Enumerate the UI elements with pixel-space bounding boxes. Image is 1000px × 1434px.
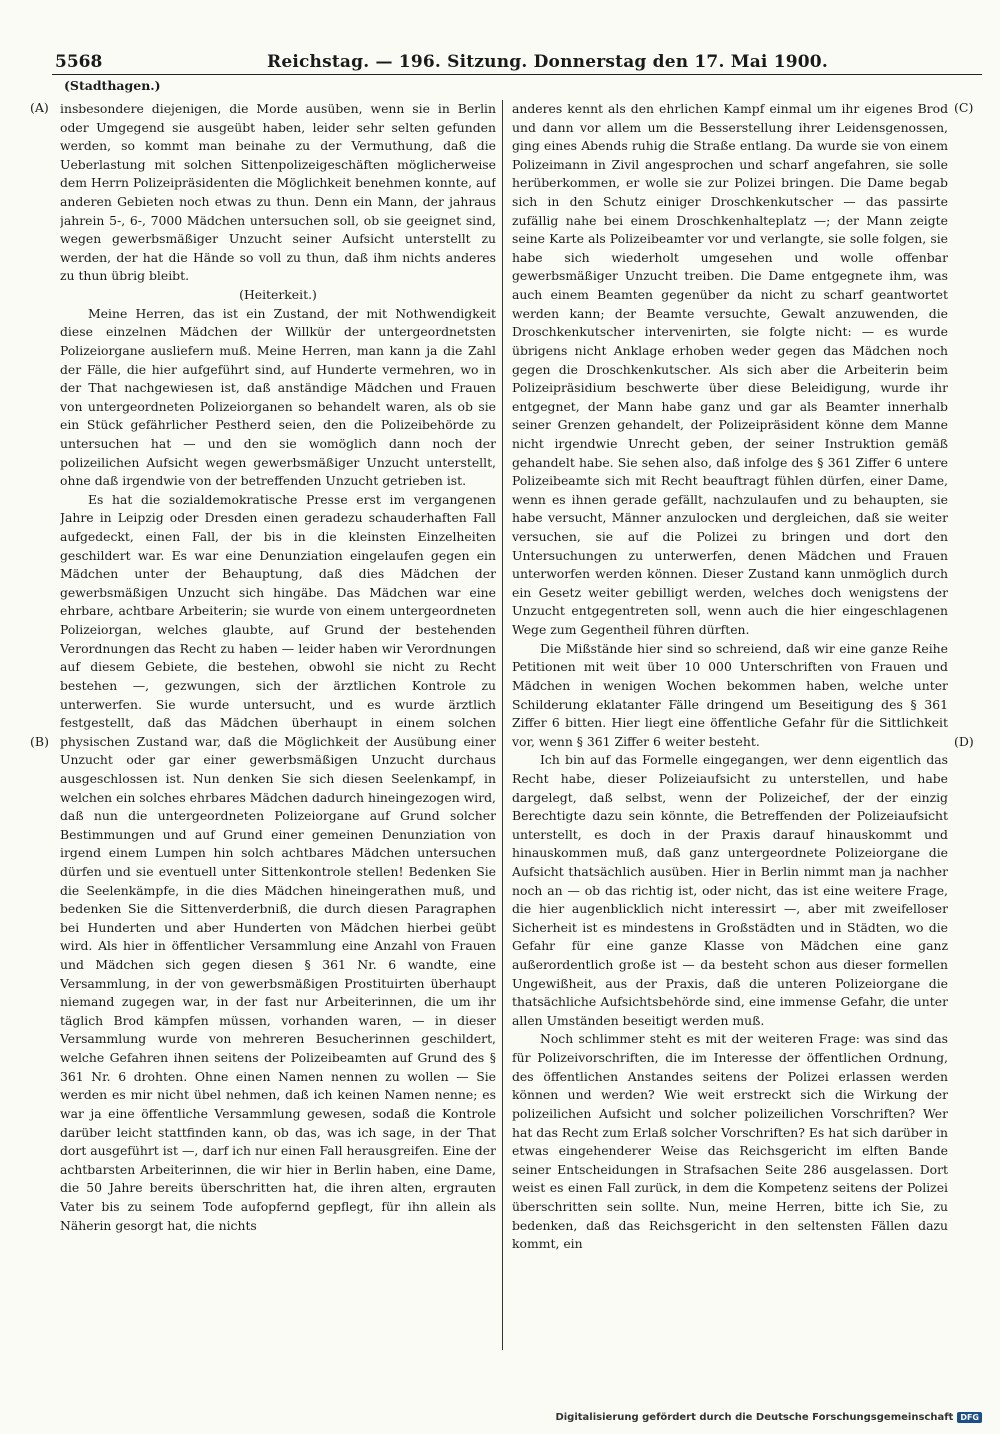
left-column <box>60 100 496 1352</box>
margin-label-d: (D) <box>954 734 974 749</box>
paragraph: Noch schlimmer steht es mit der weiteren Frage: was sind das für Polizeivorschriften, die im Interesse der öffentlichen Ordnung, des öffentlichen Anstandes seitens der Polizei erlassen werden können und werden? Wie weit erstreckt sich die Wirkung der polizeilichen Aufsicht und solcher polizeilichen Vorschriften? Wer hat das Recht zum Erlaß solcher Vorschriften? Es hat sich darüber in etwas eingehenderer Weise das Reichsgericht im elften Bande seiner Entscheidungen in Strafsachen Seite 286 ausgelassen. Dort weist es einen Fall zurück, in dem die Kompetenz seitens der Polizei überschritten sein sollte. Nun, meine Herren, bitte ich Sie, zu bedenken, daß das Reichsgericht in den seltensten Fällen dazu kommt, ein <box>512 1031 948 1252</box>
margin-label-b: (B) <box>30 734 49 749</box>
paragraph: Die Mißstände hier sind so schreiend, daß wir eine ganze Reihe Petitionen mit weit über 10 000 Unterschriften von Frauen und Mädchen in wenigen Wochen bekommen haben, welche unter Schilderung eklatanter Fälle dringend um Beseitigung des § 361 Ziffer 6 bitten. Hier liegt eine öffentliche Gefahr für die Sittlichkeit vor, wenn § 361 Ziffer 6 weiter besteht. <box>512 640 948 749</box>
footer-credit <box>555 1412 982 1423</box>
column-divider <box>502 100 503 1350</box>
margin-label-a: (A) <box>30 100 49 115</box>
dfg-logo: DFG <box>957 1412 982 1423</box>
page-number: 5568 <box>55 52 103 72</box>
paragraph: anderes kennt als den ehrlichen Kampf einmal um ihr eigenes Brod und dann vor allem um die Besserstellung ihrer Leidensgenossen, ging eines Abends ruhig die Straße entlang. Da wurde sie von einem Polizeimann in Zivil angesprochen und scharf angefahren, sie solle herüberkommen, er wolle sie zur Polizei bringen. Die Dame begab sich in den Schutz einiger Droschkenkutscher — das passirte zufällig nahe bei einem Droschkenhalteplatz —; der Mann zeigte seine Karte als Polizeibeamter vor und verlangte, sie solle folgen, sie habe sich wiederholt umgesehen und wolle offenbar gewerbsmäßiger Unzucht treiben. Die Dame entgegnete ihm, was auch einem Beamten gegenüber da nicht zu scharf geantwortet werden kann; der Beamte versuchte, Gewalt anzuwenden, die Droschkenkutscher intervenirten, sie folgte nicht: — es wurde übrigens nicht Anklage erhoben weder gegen das Mädchen noch gegen die Droschkenkutscher. Als sich aber die Arbeiterin beim Polizeipräsidium beschwerte über diese Beleidigung, wurde ihr entgegnet, der Mann habe ganz und gar als Beamter innerhalb seiner Grenzen gehandelt, der Polizeipräsident könne dem Manne nicht irgendwie Unrecht geben, der seiner Instruktion gemäß gehandelt habe. Sie sehen also, daß infolge des § 361 Ziffer 6 untere Polizeibeamte sich mit Recht beauftragt fühlen dürfen, einer Dame, wenn es ihnen gerade gefällt, nachzulaufen und zu behaupten, sie habe versucht, Männer anzulocken und dergleichen, daß sie weiter versuchen, sie auf die Polizei zu bringen und dort den Untersuchungen zu unterwerfen, denen Mädchen und Frauen unterworfen werden können. Dieser Zustand kann unmöglich durch ein Gesetz weiter gebilligt werden, welches doch wenigstens der Unzucht entgegentreten soll, wenn auch die hier eingeschlagenen Wege zum Gegentheil führen dürften. <box>512 101 948 638</box>
footer-text: Digitalisierung gefördert durch die Deutsche Forschungsgemeinschaft <box>555 1412 954 1423</box>
running-title: Reichstag. — 196. Sitzung. Donnerstag den 17. Mai 1900. <box>267 52 828 72</box>
paragraph: insbesondere diejenigen, die Morde ausüben, wenn sie in Berlin oder Umgegend sie ausgeübt haben, leider sehr selten gefunden werden, so kommt man beinahe zu der Vermuthung, daß die Ueberlastung mit solchen Sittenpolizeigeschäften möglicherweise dem Herrn Polizeipräsidenten die Möglichkeit benehmen konnte, auf anderen Gebieten noch etwas zu thun. Denn ein Mann, der jahraus jahrein 5-, 6-, 7000 Mädchen untersuchen soll, ob sie geeignet sind, wegen gewerbsmäßiger Unzucht seiner Aufsicht unterstellt zu werden, der hat die Hände so voll zu thun, daß ihm nichts anderes zu thun übrig bleibt. <box>60 101 496 284</box>
paragraph: Meine Herren, das ist ein Zustand, der mit Nothwendigkeit diese einzelnen Mädchen der Willkür der untergeordnetsten Polizeiorgane ausliefern muß. Meine Herren, man kann ja die Zahl der Fälle, die hier aufgeführt sind, auf Hunderte vermehren, wo in der That nachgewiesen ist, daß anständige Mädchen und Frauen von untergeordneten Polizeiorganen so behandelt waren, als ob sie ein Stück gefährlicher Pestherd seien, den die Polizeibehörde zu untersuchen hat — und den sie womöglich dann noch der polizeilichen Aufsicht wegen gewerbsmäßiger Unzucht unterstellt, ohne daß irgendwie von der betreffenden Unzucht getrieben ist. <box>60 305 496 489</box>
right-column <box>512 100 948 1352</box>
running-header <box>52 50 982 75</box>
speaker-name: (Stadthagen.) <box>64 78 161 93</box>
margin-label-c: (C) <box>954 100 974 115</box>
paragraph: Ich bin auf das Formelle eingegangen, wer denn eigentlich das Recht habe, dieser Polizeiaufsicht zu unterstellen, und habe dargelegt, daß selbst, wenn der Polizeichef, der der einzig Berechtigte dazu sein könnte, die Betreffenden der Polizeiaufsicht unterstellt, es doch in der Praxis darauf hinauskommt und hinauskommen muß, daß ganz untergeordnete Polizeiorgane die Aufsicht thatsächlich ausüben. Hier in Berlin nimmt man ja nachher noch an — ob das richtig ist, oder nicht, das ist eine weitere Frage, die hier augenblicklich nicht interessirt —, aber mit zweifelloser Sicherheit ist es mindestens in Großstädten und in Städten, wo die Gefahr für eine ganze Klasse von Mädchen eine ganz außerordentlich große ist — da besteht schon aus dieser formellen Ungewißheit, aus der Praxis, daß die unteren Polizeiorgane die thatsächliche Aufsichtsbehörde sind, eine immense Gefahr, die unter allen Umständen beseitigt werden muß. <box>512 752 948 1028</box>
interjection: (Heiterkeit.) <box>239 287 317 303</box>
paragraph: Es hat die sozialdemokratische Presse erst im vergangenen Jahre in Leipzig oder Dresden einen geradezu schauderhaften Fall aufgedeckt, einen Fall, der bis in die kleinsten Einzelheiten geschildert war. Es war eine Denunziation eingelaufen gegen ein Mädchen unter der Behauptung, daß dies Mädchen der gewerbsmäßigen Unzucht sich hingäbe. Das Mädchen war eine ehrbare, achtbare Arbeiterin; sie wurde von einem untergeordneten Polizeiorgan, welches glaubte, auf Grund der bestehenden Verordnungen das Recht zu haben — leider haben wir Verordnungen auf diesem Gebiete, die bestehen, obwohl sie nicht zu Recht bestehen —, gezwungen, sich der ärztlichen Kontrole zu unterwerfen. Sie wurde untersucht, und es wurde ärztlich festgestellt, daß das Mädchen überhaupt in einem solchen physischen Zustand war, daß die Möglichkeit der Ausübung einer Unzucht oder gar einer gewerbsmäßigen Unzucht durchaus ausgeschlossen ist. Nun denken Sie sich diesen Seelenkampf, in welchen ein solches ehrbares Mädchen dadurch hineingezogen wird, daß nun die untergeordneten Polizeiorgane auf Grund solcher Bestimmungen und auf Grund einer gemeinen Denunziation von irgend einem Lumpen hin solch achtbares Mädchen untersuchen dürfen und sie eventuell unter Sittenkontrole stellen! Bedenken Sie die Seelenkämpfe, in die dies Mädchen hineingerathen muß, und bedenken Sie die Sittenverderbniß, die durch diesen Paragraphen bei Hunderten und aber Hunderten von Mädchen hierbei geübt wird. Als hier in öffentlicher Versammlung eine Anzahl von Frauen und Mädchen sich gegen diesen § 361 Nr. 6 wandte, eine Versammlung, in der von gewerbsmäßigen Prostituirten überhaupt niemand zugegen war, in der fast nur Arbeiterinnen, die um ihr täglich Brod kämpfen müssen, vorhanden waren, — in dieser Versammlung wurde von mehreren Besucherinnen geschildert, welche Gefahren ihnen seitens der Polizeibeamten auf Grund des § 361 Nr. 6 drohten. Ohne einen Namen nennen zu wollen — Sie werden es mir nicht übel nehmen, daß ich keinen Namen nenne; es war ja eine öffentliche Versammlung gewesen, sodaß die Kontrole darüber leicht stattfinden kann, ob das, was ich sage, in der That dort ausgeführt ist —, darf ich nur einen Fall herausgreifen. Eine der achtbarsten Arbeiterinnen, die wir hier in Berlin haben, eine Dame, die 50 Jahre bereits überschritten hat, die ihren alten, ergrauten Vater bis zu seinem Tode aufopfernd gepflegt, für ihn allein als Näherin gesorgt hat, die nichts <box>60 491 496 1233</box>
